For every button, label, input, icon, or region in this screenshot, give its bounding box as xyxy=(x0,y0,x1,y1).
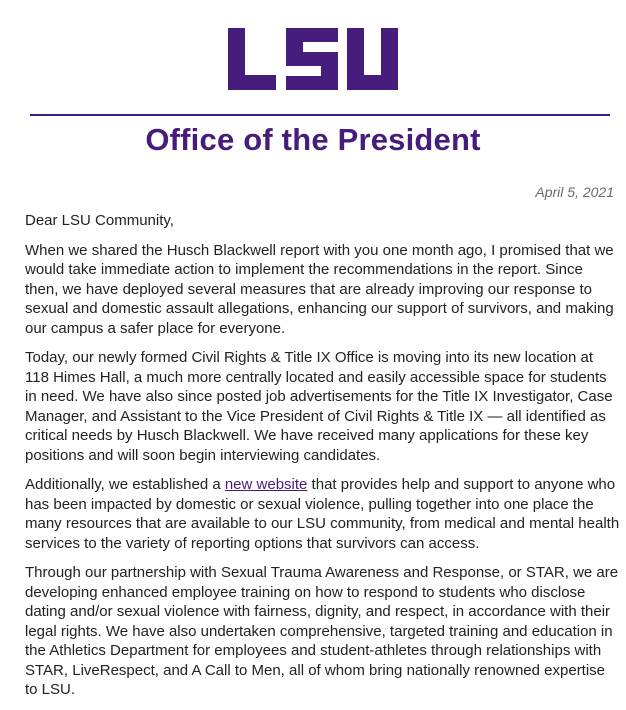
new-website-link[interactable]: new website xyxy=(224,476,308,493)
lsu-logo-mark xyxy=(228,28,398,90)
paragraph-3-intro: Additionally, we established a xyxy=(25,476,225,493)
letter-body xyxy=(25,211,620,710)
salutation: Dear LSU Community, xyxy=(25,212,174,229)
paragraph-2: Today, our newly formed Civil Rights & Title IX Office is moving into its new location at 118 Himes Hall, a much more centrally located and easily accessible space for students in need. We have also since posted job advertisements for the Title IX Investigator, Case Manager, and Assistant to the Vice President of Civil Rights & Title IX — all identified as critical needs by Husch Blackwell. We have received many applications for these key positions and will soon begin interviewing candidates. xyxy=(25,349,613,464)
lsu-logo xyxy=(0,28,626,94)
letter-date: April 5, 2021 xyxy=(535,184,614,200)
paragraph-1: When we shared the Husch Blackwell report with you one month ago, I promised that we would take immediate action to implement the recommendations in the report. Since then, we have deployed several measures that are already improving our response to sexual and domestic assault allegations, enhancing our support of survivors, and making our campus a safer place for everyone. xyxy=(25,241,614,337)
paragraph-4: Through our partnership with Sexual Trauma Awareness and Response, or STAR, we are developing enhanced employee training on how to respond to students who disclose dating and/or sexual violence with fairness, dignity, and respect, in accordance with their legal rights. We have also undertaken comprehensive, targeted training and education in the Athletics Department for employees and student-athletes through relationships with STAR, LiveRespect, and A Call to Men, all of whom bring nationally renowned expertise to LSU. xyxy=(25,564,619,698)
header-divider xyxy=(30,114,610,116)
paragraph-3-rest: that provides help and support to anyone who has been impacted by domestic or sexual violence, pulling together into one place the many resources that are available to our LSU community, from medical and mental health services to the variety of reporting options that survivors can access. xyxy=(25,476,620,552)
paragraph-3 xyxy=(25,475,620,553)
office-title: Office of the President xyxy=(145,122,481,157)
